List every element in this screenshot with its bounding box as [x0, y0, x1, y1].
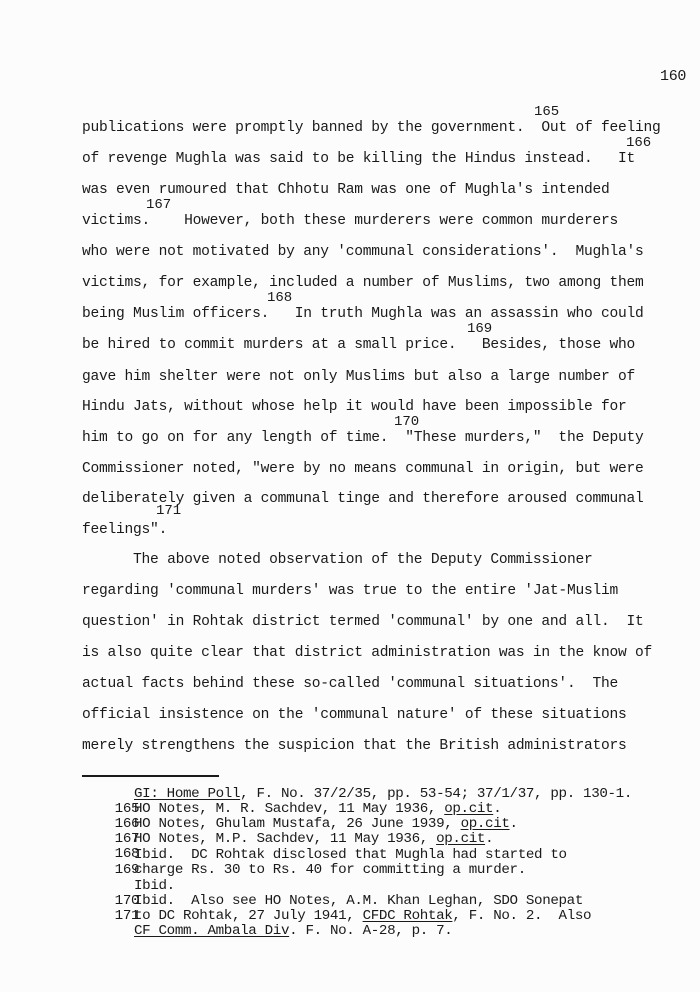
body-line: feelings".: [82, 522, 168, 538]
footnote-op-cit: op.cit: [460, 816, 510, 832]
body-line: being Muslim officers. In truth Mughla was an assassin who could: [82, 306, 644, 322]
footnote-text: HO Notes, M.P. Sachdev, 11 May 1936,: [134, 831, 437, 847]
footnote-text: HO Notes, M. R. Sachdev, 11 May 1936,: [134, 801, 445, 817]
footnote-text: , F. No. 2. Also: [452, 908, 592, 924]
body-line: gave him shelter were not only Muslims but also a large number of: [82, 369, 635, 385]
footnote-text: . F. No. A-28, p. 7.: [289, 923, 453, 939]
body-line: actual facts behind these so-called 'communal situations'. The: [82, 676, 618, 692]
paragraph-start-line: The above noted observation of the Deputy Commissioner: [82, 552, 593, 568]
footnote-number: 166: [114, 816, 140, 832]
footnote-marker-165[interactable]: 165: [534, 104, 560, 120]
footnote-171-continuation-b: [134, 924, 452, 939]
footnote-tail: .: [509, 816, 518, 832]
footnote-op-cit: op.cit: [436, 831, 486, 847]
footnote-number: 169: [114, 862, 140, 878]
footnote-source-title: GI: Home Poll: [134, 786, 241, 802]
footnote-number: 168: [114, 846, 140, 862]
footnote-number: 167: [114, 831, 140, 847]
body-line: merely strengthens the suspicion that the British administrators: [82, 738, 627, 754]
body-line: question' in Rohtak district termed 'communal' by one and all. It: [82, 614, 644, 630]
footnote-text: Ibid.: [134, 878, 175, 894]
body-line: was even rumoured that Chhotu Ram was one of Mughla's intended: [82, 182, 610, 198]
footnote-tail: .: [485, 831, 494, 847]
body-line: regarding 'communal murders' was true to the entire 'Jat-Muslim: [82, 583, 618, 599]
footnote-marker-170[interactable]: 170: [394, 414, 420, 430]
footnote-text: to DC Rohtak, 27 July 1941,: [134, 908, 363, 924]
page-number: 160: [660, 68, 687, 85]
body-line: is also quite clear that district administration was in the know of: [82, 645, 653, 661]
footnote-171-continuation-a: [134, 909, 591, 924]
footnote-marker-171[interactable]: 171: [156, 503, 182, 519]
body-line: of revenge Mughla was said to be killing the Hindus instead. It: [82, 151, 635, 167]
body-line: official insistence on the 'communal nature' of these situations: [82, 707, 627, 723]
footnote-text: , F. No. 37/2/35, pp. 53-54; 37/1/37, pp. 130-1.: [240, 786, 633, 802]
body-line: victims, for example, included a number of Muslims, two among them: [82, 275, 644, 291]
footnote-text: Ibid. Also see HO Notes, A.M. Khan Leghan, SDO Sonepat: [134, 893, 584, 909]
footnote-marker-169[interactable]: 169: [467, 321, 493, 337]
footnote-number: 171: [114, 908, 140, 924]
body-line: publications were promptly banned by the government. Out of feeling: [82, 120, 661, 136]
footnote-169-continuation: charge Rs. 30 to Rs. 40 for committing a murder.: [134, 862, 526, 878]
body-line: deliberately given a communal tinge and therefore aroused communal: [82, 491, 644, 507]
body-line: Hindu Jats, without whose help it would have been impossible for: [82, 399, 627, 415]
footnote-number: 170: [114, 893, 140, 909]
body-line: Commissioner noted, "were by no means communal in origin, but were: [82, 461, 644, 477]
footnote-marker-168[interactable]: 168: [267, 290, 293, 306]
body-line: victims. However, both these murderers were common murderers: [82, 213, 618, 229]
body-line: him to go on for any length of time. "These murders," the Deputy: [82, 430, 644, 446]
body-line: be hired to commit murders at a small price. Besides, those who: [82, 337, 635, 353]
body-line: who were not motivated by any 'communal considerations'. Mughla's: [82, 244, 644, 260]
footnote-marker-166[interactable]: 166: [626, 135, 652, 151]
footnote-source-title: CF Comm. Ambala Div: [134, 923, 290, 939]
footnote-text: Ibid. DC Rohtak disclosed that Mughla had started to: [134, 847, 567, 863]
footnote-marker-167[interactable]: 167: [146, 197, 172, 213]
footnote-text: HO Notes, Ghulam Mustafa, 26 June 1939,: [134, 816, 461, 832]
footnote-divider: [82, 775, 219, 777]
footnote-tail: .: [493, 801, 502, 817]
footnote-op-cit: op.cit: [444, 801, 494, 817]
footnote-source-title: CFDC Rohtak: [362, 908, 453, 924]
footnote-number: 165: [114, 801, 140, 817]
